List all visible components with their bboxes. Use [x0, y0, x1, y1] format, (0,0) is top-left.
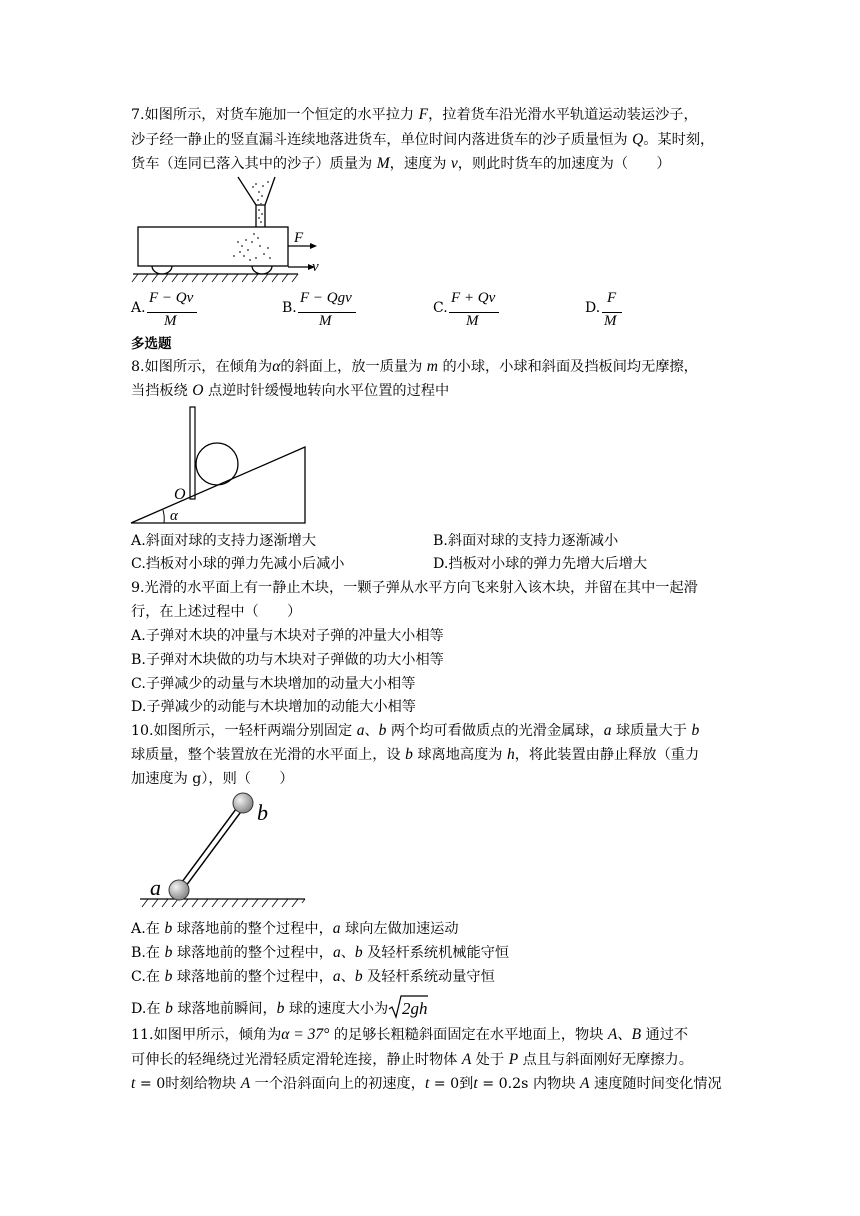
q7-line-2: 沙子经一静止的竖直漏斗连续地落进货车，单位时间内落进货车的沙子质量恒为 Q。某时刻，	[131, 131, 715, 148]
q11-line-1: 11.如图甲所示，倾角为α = 37° 的足够长粗糙斜面固定在水平地面上，物块 A、B 通过不	[131, 1026, 689, 1043]
q9-option-b[interactable]: B.子弹对木块做的功与木块对子弹做的功大小相等	[131, 652, 444, 668]
sqrt-radicand: 2gh	[402, 999, 428, 1018]
q8-option-a[interactable]: A.斜面对球的支持力逐渐增大	[131, 533, 317, 549]
ball-b-label: b	[257, 800, 268, 825]
q10-option-a[interactable]: A.在 b 球落地前的整个过程中，a 球向左做加速运动	[131, 920, 459, 937]
q10-option-b[interactable]: B.在 b 球落地前的整个过程中，a、b 及轻杆系统机械能守恒	[131, 944, 510, 961]
pivot-label: O	[174, 486, 186, 503]
q8-option-c[interactable]: C.挡板对小球的弹力先减小后减小	[131, 556, 345, 572]
q8-line-1: 8.如图所示，在倾角为α的斜面上，放一质量为 m 的小球，小球和斜面及挡板间均无摩擦，	[131, 358, 698, 375]
q10-option-c[interactable]: C.在 b 球落地前的整个过程中，a、b 及轻杆系统动量守恒	[131, 968, 495, 985]
angle-label: α	[170, 508, 178, 524]
force-label: F	[294, 230, 304, 246]
sqrt-expression	[388, 994, 428, 1021]
q10-figure	[140, 790, 315, 915]
q8-figure	[128, 404, 313, 526]
q7-figure	[128, 172, 338, 287]
q7-line-3: 货车（连同已落入其中的沙子）质量为 M，速度为 v，则此时货车的加速度为（ ）	[131, 155, 671, 172]
q11-line-3: t = 0时刻给物块 A 一个沿斜面向上的初速度，t = 0到t = 0.2s 内物块 A 速度随时间变化情况	[131, 1075, 722, 1092]
q9-line-2: 行，在上述过程中（ ）	[131, 604, 302, 620]
q10-line-2: 球质量，整个装置放在光滑的水平面上，设 b 球离地高度为 h，将此装置由静止释放（重力	[131, 746, 700, 763]
q8-line-2: 当挡板绕 O 点逆时针缓慢地转向水平位置的过程中	[131, 382, 450, 399]
q7-line-1: 7.如图所示，对货车施加一个恒定的水平拉力 F，拉着货车沿光滑水平轨道运动装运沙子，	[131, 106, 698, 123]
q9-option-d[interactable]: D.子弹减少的动能与木块增加的动能大小相等	[131, 699, 416, 715]
q9-line-1: 9.光滑的水平面上有一静止木块，一颗子弹从水平方向飞来射入该木块，并留在其中一起滑	[131, 580, 698, 596]
q11-line-2: 可伸长的轻绳绕过光滑轻质定滑轮连接，静止时物体 A 处于 P 点且与斜面刚好无摩擦力。	[131, 1051, 693, 1068]
q8-option-b[interactable]: B.斜面对球的支持力逐渐减小	[433, 533, 619, 549]
q9-option-c[interactable]: C.子弹减少的动量与木块增加的动量大小相等	[131, 676, 416, 692]
q10-line-3: 加速度为 g），则（ ）	[131, 771, 294, 787]
velocity-label: v	[312, 259, 319, 275]
q10-option-d[interactable]: D.在 b 球落地前瞬间，b 球的速度大小为 2gh	[131, 994, 428, 1021]
ball-a-label: a	[150, 875, 161, 900]
q10-line-1: 10.如图所示，一轻杆两端分别固定 a、b 两个均可看做质点的光滑金属球，a 球质量大于 b	[131, 722, 700, 739]
q8-option-d[interactable]: D.挡板对小球的弹力先增大后增大	[433, 556, 648, 572]
q9-option-a[interactable]: A.子弹对木块的冲量与木块对子弹的冲量大小相等	[131, 628, 444, 644]
section-title: 多选题	[131, 336, 172, 352]
